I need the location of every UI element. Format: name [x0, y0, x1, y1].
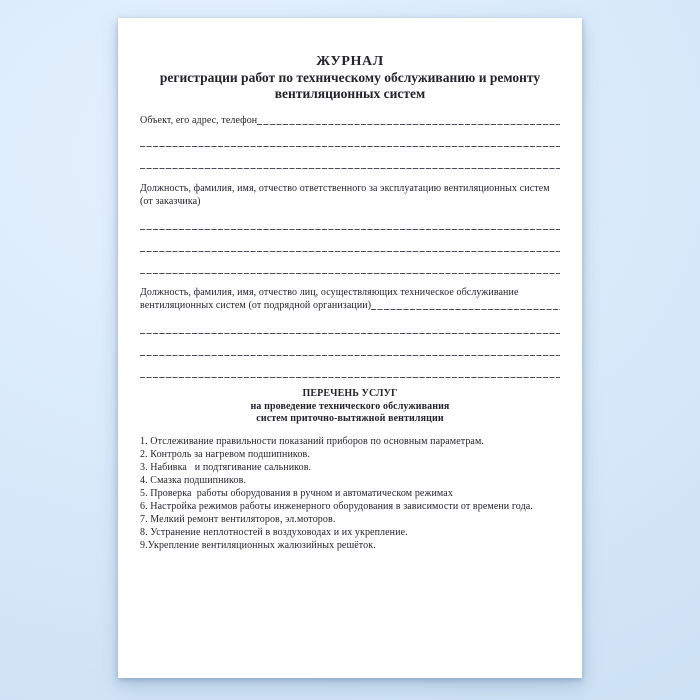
fill-line	[140, 273, 560, 274]
service-item: 6. Настройка режимов работы инженерного оборудования в зависимости от времени года.	[140, 500, 533, 512]
document-subtitle-line2: вентиляционных систем	[274, 86, 426, 101]
object-field-label: Объект, его адрес, телефон	[140, 115, 258, 126]
document-subtitle-line1: регистрации работ по техническому обслуживанию и ремонту	[159, 70, 541, 85]
fill-line	[140, 251, 560, 252]
service-item: 9.Укрепление вентиляционных жалюзийных решёток.	[140, 539, 376, 551]
service-item: 4. Смазка подшипников.	[140, 474, 246, 486]
document-title: ЖУРНАЛ	[316, 54, 384, 69]
object-field-row	[140, 114, 560, 127]
customer-paragraph-line1: Должность, фамилия, имя, отчество ответственного за эксплуатацию вентиляционных систем	[140, 183, 550, 194]
service-item: 7. Мелкий ремонт вентиляторов, эл.моторов.	[140, 513, 336, 525]
service-item: 8. Устранение неплотностей в воздуховодах и их укрепление.	[140, 526, 408, 538]
fill-line	[140, 229, 560, 230]
services-list	[140, 435, 560, 552]
contractor-paragraph	[140, 286, 560, 312]
fill-line	[140, 168, 560, 169]
fill-line	[140, 377, 560, 378]
fill-line	[257, 124, 560, 125]
fill-line	[371, 309, 560, 310]
service-item: 5. Проверка работы оборудования в ручном и автоматическом режимах	[140, 487, 453, 499]
service-item: 2. Контроль за нагревом подшипников.	[140, 448, 310, 460]
contractor-paragraph-row	[140, 299, 560, 312]
services-heading-line3: систем приточно-вытяжной вентиляции	[256, 413, 444, 424]
fill-line	[140, 333, 560, 334]
document-page	[118, 18, 582, 678]
contractor-paragraph-line2: вентиляционных систем (от подрядной организации)	[140, 300, 372, 311]
customer-paragraph-line2: (от заказчика)	[140, 196, 201, 207]
fill-line	[140, 355, 560, 356]
contractor-paragraph-line1: Должность, фамилия, имя, отчество лиц, осуществляющих техническое обслуживание	[140, 287, 519, 298]
services-heading-line2: на проведение технического обслуживания	[250, 400, 450, 412]
services-heading-line1: ПЕРЕЧЕНЬ УСЛУГ	[302, 388, 398, 399]
customer-paragraph	[140, 182, 560, 208]
service-item: 1. Отслеживание правильности показаний приборов по основным параметрам.	[140, 435, 485, 447]
services-heading	[140, 388, 560, 426]
service-item: 3. Набивка и подтягивание сальников.	[140, 461, 312, 473]
fill-line	[140, 146, 560, 147]
